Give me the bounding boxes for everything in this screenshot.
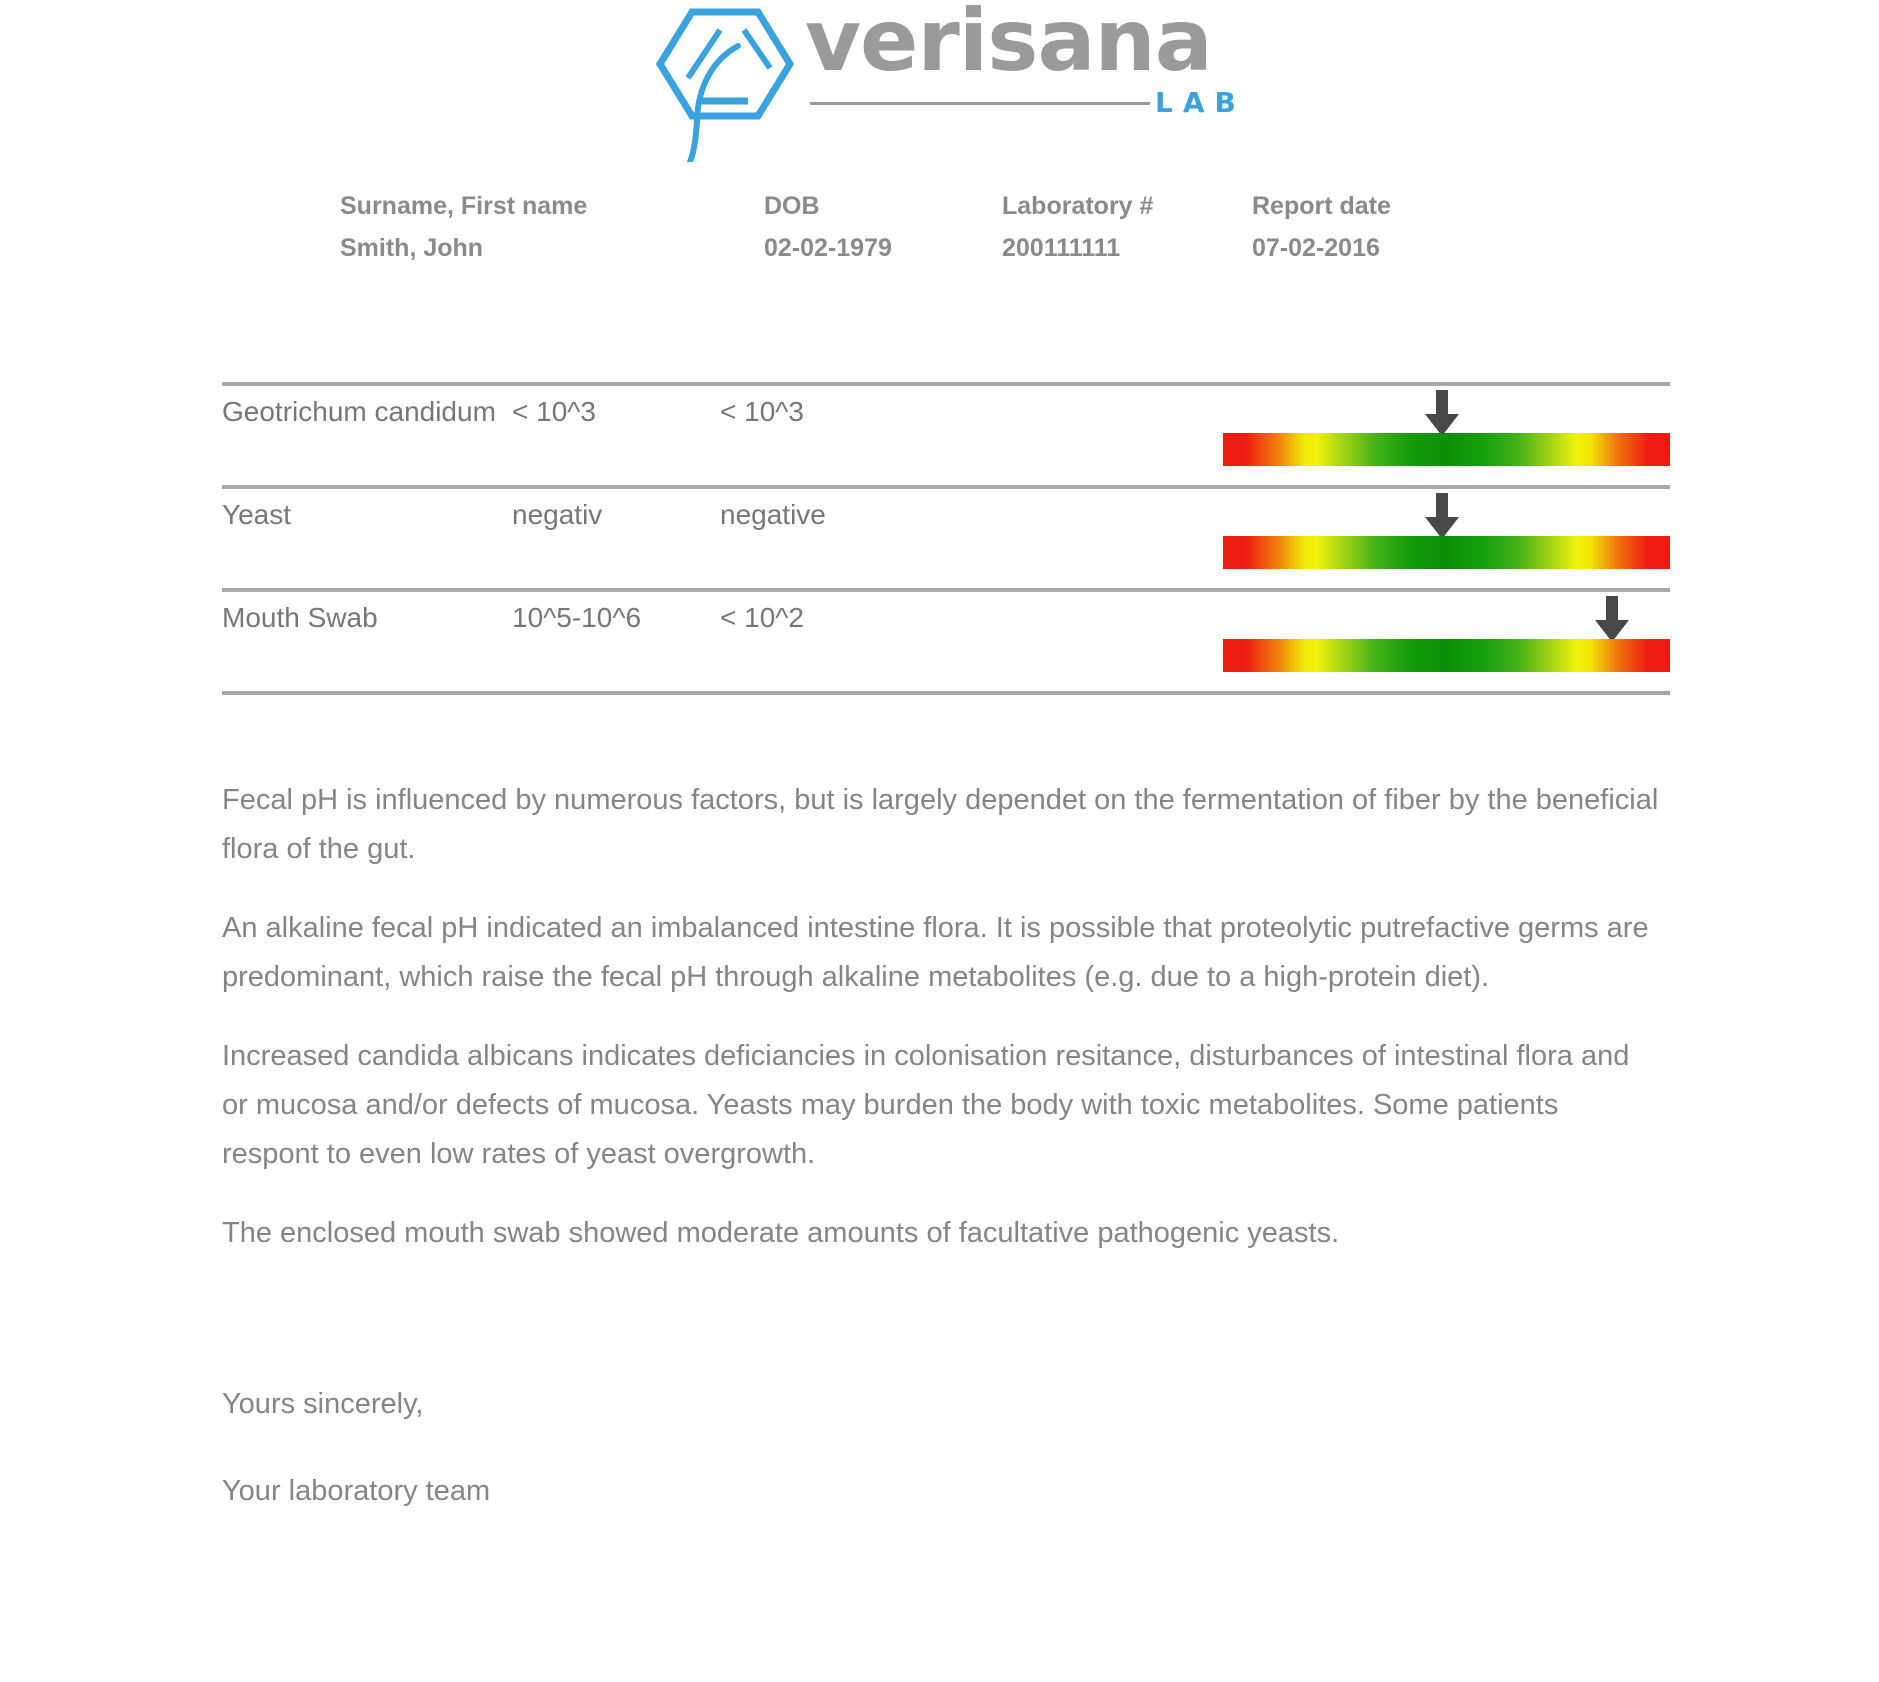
down-arrow-icon [1425,390,1459,436]
commentary-paragraph-3: Increased candida albicans indicates deficiancies in colonisation resitance, disturbances of intestinal flora and or mucosa and/or defects of mucosa. Yeasts may burden the body with toxic metabolites. Some patients respont to even low rates of yeast overgrowth. [222,1040,1630,1170]
commentary-paragraph-4: The enclosed mouth swab showed moderate amounts of facultative pathogenic yeasts. [222,1217,1340,1249]
logo-wordmark: verisana [805,0,1212,91]
patient-header-labels [340,192,1540,234]
label-surname-first-name: Surname, First name [340,192,588,220]
commentary-paragraph-2: An alkaline fecal pH indicated an imbalanced intestine flora. It is possible that proteolytic putrefactive germs are predominant, which raise the fecal pH through alkaline metabolites (e.g. due to a high-protein diet). [222,912,1649,993]
scale-indicator [1223,394,1670,474]
logo-sublabel: LAB [1155,86,1246,119]
analyte-name: Mouth Swab [222,602,378,633]
label-laboratory-number: Laboratory # [1002,192,1154,220]
analyte-reference: negative [720,499,826,530]
table-row [222,386,1670,485]
hexagon-leaf-icon [650,2,800,162]
results-table [222,382,1670,695]
commentary-section [222,776,1662,1554]
value-dob: 02-02-1979 [764,234,892,262]
label-dob: DOB [764,192,820,220]
value-surname-first-name: Smith, John [340,234,484,262]
value-laboratory-number: 200111111 [1002,234,1121,262]
scale-gradient-bar [1223,536,1670,569]
analyte-result: negativ [512,499,603,530]
table-rule [222,691,1670,695]
analyte-result: < 10^3 [512,396,596,427]
analyte-reference: < 10^2 [720,602,804,633]
down-arrow-icon [1595,596,1629,642]
table-row [222,489,1670,588]
analyte-reference: < 10^3 [720,396,804,427]
value-report-date: 07-02-2016 [1252,234,1380,262]
scale-indicator [1223,600,1670,680]
down-arrow-icon [1425,493,1459,539]
closing-salutation: Yours sincerely, [222,1388,424,1420]
patient-header-values [340,234,1540,276]
verisana-logo [650,0,1246,132]
scale-gradient-bar [1223,433,1670,466]
analyte-name: Yeast [222,499,292,530]
analyte-name: Geotrichum candidum [222,396,496,427]
commentary-paragraph-1: Fecal pH is influenced by numerous factors, but is largely dependet on the fermentation of fiber by the beneficial flora of the gut. [222,784,1659,865]
analyte-result: 10^5-10^6 [512,602,642,633]
scale-gradient-bar [1223,639,1670,672]
label-report-date: Report date [1252,192,1391,220]
scale-indicator [1223,497,1670,577]
closing-signature: Your laboratory team [222,1475,491,1507]
table-row [222,592,1670,691]
spacer [222,1288,1662,1380]
logo-divider [810,102,1150,105]
patient-header [340,192,1540,276]
